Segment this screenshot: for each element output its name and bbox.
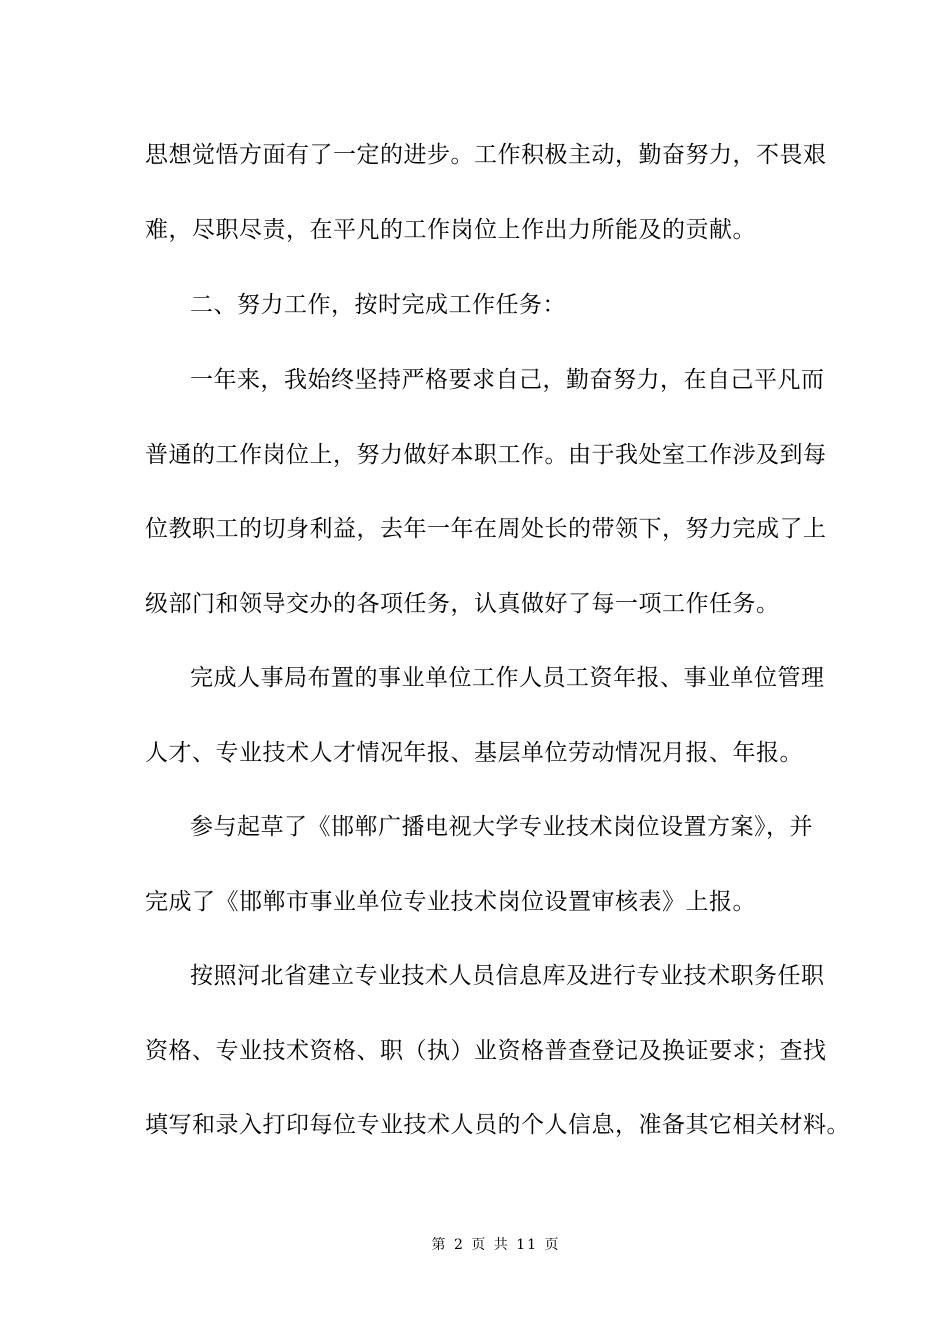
- body-line: 思想觉悟方面有了一定的进步。工作积极主动，勤奋努力，不畏艰: [145, 142, 827, 168]
- body-line: 一年来，我始终坚持严格要求自己，勤奋努力，在自己平凡而: [190, 367, 825, 393]
- body-line: 级部门和领导交办的各项任务，认真做好了每一项工作任务。: [145, 591, 780, 617]
- body-line: 资格、专业技术资格、职（执）业资格普查登记及换证要求；查找: [145, 1038, 827, 1064]
- body-line: 完成人事局布置的事业单位工作人员工资年报、事业单位管理: [190, 665, 825, 691]
- body-line: 难，尽职尽责，在平凡的工作岗位上作出力所能及的贡献。: [145, 217, 756, 243]
- body-line: 参与起草了《邯郸广播电视大学专业技术岗位设置方案》，并: [190, 814, 813, 840]
- body-line: 人才、专业技术人才情况年报、基层单位劳动情况月报、年报。: [145, 740, 803, 766]
- body-line: 完成了《邯郸市事业单位专业技术岗位设置审核表》上报。: [145, 889, 756, 915]
- page-number: 第 2 页 共 11 页: [431, 1237, 561, 1253]
- body-line: 普通的工作岗位上，努力做好本职工作。由于我处室工作涉及到每: [145, 442, 827, 468]
- body-line: 填写和录入打印每位专业技术人员的个人信息，准备其它相关材料。: [145, 1112, 850, 1138]
- body-line: 位教职工的切身利益，去年一年在周处长的带领下，努力完成了上: [145, 516, 827, 542]
- body-line: 按照河北省建立专业技术人员信息库及进行专业技术职务任职: [190, 963, 825, 989]
- section-heading: 二、努力工作，按时完成工作任务：: [190, 292, 566, 318]
- page-footer: [0, 1236, 950, 1254]
